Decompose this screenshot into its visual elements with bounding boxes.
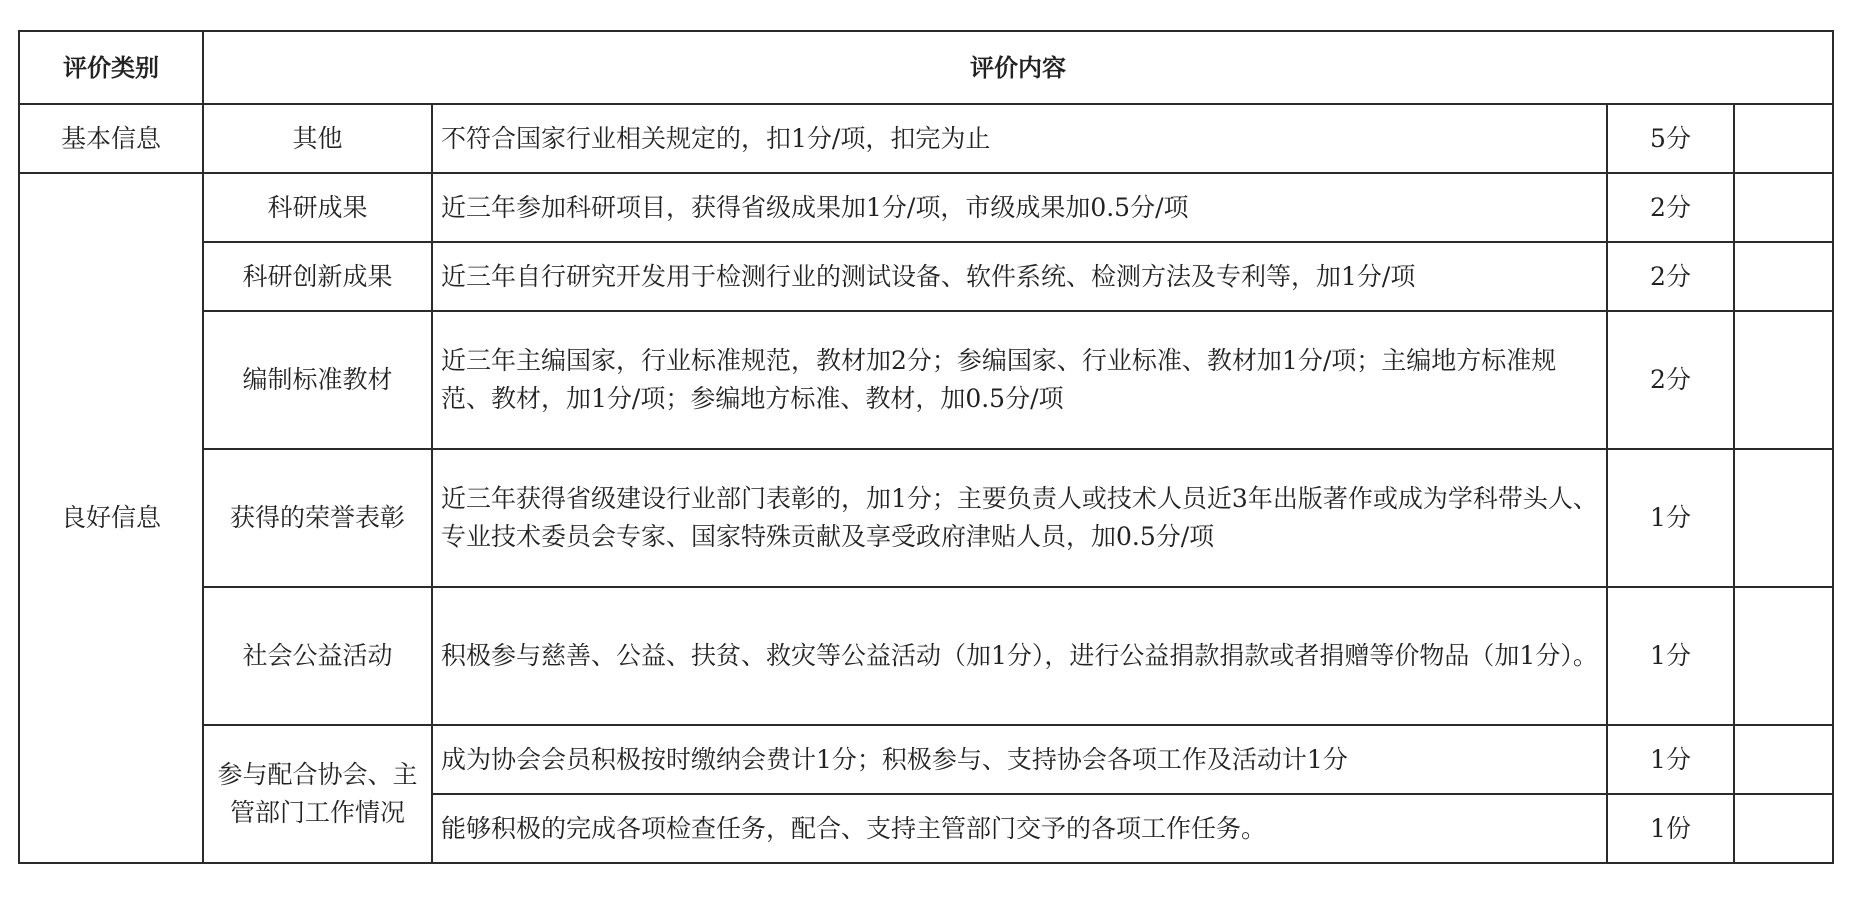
table-row xyxy=(19,587,1833,725)
row-blank-cell xyxy=(1734,725,1833,794)
row-blank-cell xyxy=(1734,587,1833,725)
row-score: 1份 xyxy=(1607,794,1734,863)
row-blank-cell xyxy=(1734,794,1833,863)
table-row xyxy=(19,311,1833,449)
row-content: 近三年获得省级建设行业部门表彰的，加1分；主要负责人或技术人员近3年出版著作或成为学科带头人、专业技术委员会专家、国家特殊贡献及享受政府津贴人员，加0.5分/项 xyxy=(432,449,1607,587)
row-blank-cell xyxy=(1734,173,1833,242)
row-content: 成为协会会员积极按时缴纳会费计1分；积极参与、支持协会各项工作及活动计1分 xyxy=(432,725,1607,794)
row-content: 近三年主编国家，行业标准规范，教材加2分；参编国家、行业标准、教材加1分/项；主编地方标准规范、教材，加1分/项；参编地方标准、教材，加0.5分/项 xyxy=(432,311,1607,449)
row-score: 5分 xyxy=(1607,104,1734,173)
basic-category: 基本信息 xyxy=(19,104,203,173)
header-category: 评价类别 xyxy=(19,31,203,104)
row-blank-cell xyxy=(1734,242,1833,311)
row-score: 2分 xyxy=(1607,242,1734,311)
row-blank-cell xyxy=(1734,449,1833,587)
row-score: 2分 xyxy=(1607,311,1734,449)
table-row xyxy=(19,242,1833,311)
row-score: 1分 xyxy=(1607,725,1734,794)
row-content: 近三年自行研究开发用于检测行业的测试设备、软件系统、检测方法及专利等，加1分/项 xyxy=(432,242,1607,311)
row-item: 科研成果 xyxy=(203,173,432,242)
row-score: 1分 xyxy=(1607,587,1734,725)
header-row xyxy=(19,31,1833,104)
row-content: 不符合国家行业相关规定的，扣1分/项，扣完为止 xyxy=(432,104,1607,173)
row-item: 科研创新成果 xyxy=(203,242,432,311)
row-content: 积极参与慈善、公益、扶贫、救灾等公益活动（加1分），进行公益捐款捐款或者捐赠等价物品（加1分）。 xyxy=(432,587,1607,725)
row-item: 社会公益活动 xyxy=(203,587,432,725)
evaluation-table xyxy=(18,30,1834,864)
table-row xyxy=(19,725,1833,794)
row-score: 2分 xyxy=(1607,173,1734,242)
row-content: 近三年参加科研项目，获得省级成果加1分/项，市级成果加0.5分/项 xyxy=(432,173,1607,242)
header-content: 评价内容 xyxy=(203,31,1833,104)
table-row xyxy=(19,104,1833,173)
row-blank-cell xyxy=(1734,311,1833,449)
good-category: 良好信息 xyxy=(19,173,203,863)
row-item: 参与配合协会、主管部门工作情况 xyxy=(203,725,432,863)
row-blank-cell xyxy=(1734,104,1833,173)
row-content: 能够积极的完成各项检查任务，配合、支持主管部门交予的各项工作任务。 xyxy=(432,794,1607,863)
row-item: 获得的荣誉表彰 xyxy=(203,449,432,587)
row-item: 其他 xyxy=(203,104,432,173)
row-item: 编制标准教材 xyxy=(203,311,432,449)
row-score: 1分 xyxy=(1607,449,1734,587)
table-row xyxy=(19,173,1833,242)
table-row xyxy=(19,449,1833,587)
